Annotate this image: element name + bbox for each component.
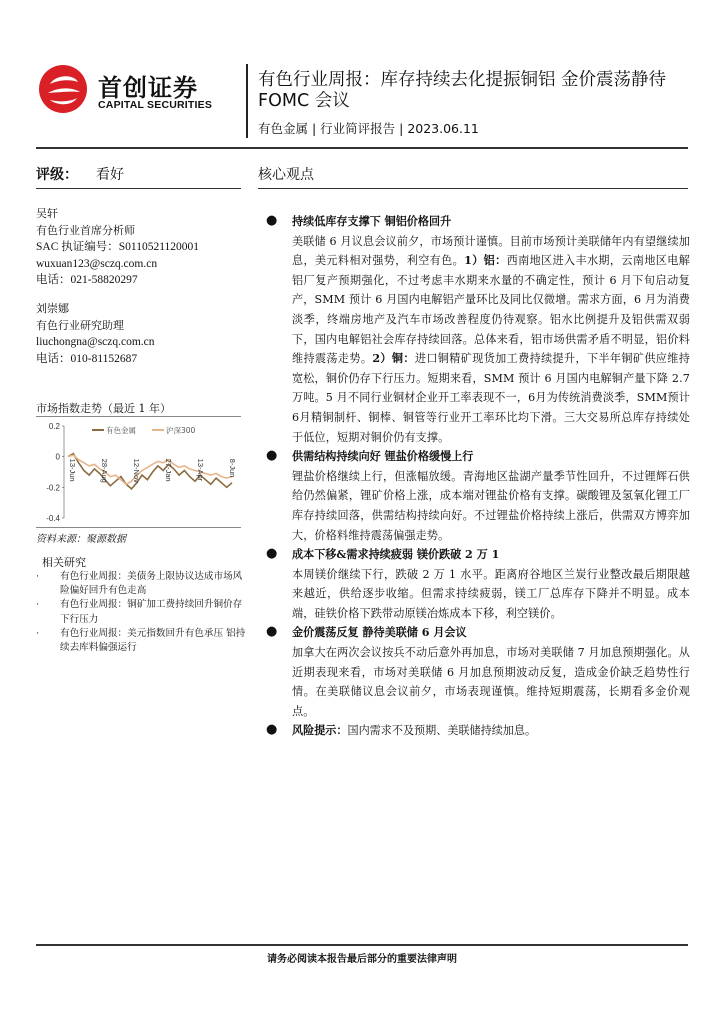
chart-source: 资料来源：聚源数据 <box>36 534 126 545</box>
x-tick-label: 28-Aug <box>100 458 109 483</box>
related-item[interactable]: · 有色行业周报：美债务上限协议达成市场风险偏好回升有色走高 <box>36 571 243 597</box>
bullet-icon: ● <box>266 213 278 228</box>
related-list <box>36 570 246 655</box>
legend-label: 沪深300 <box>166 426 196 435</box>
y-tick-label: 0 <box>55 452 60 462</box>
core-label: 核心观点 <box>258 167 314 183</box>
x-tick-label: 13-Jun <box>68 458 77 482</box>
para-copper-label: 2）铜： <box>372 352 415 366</box>
section-heading <box>266 212 690 232</box>
section-heading <box>266 721 690 741</box>
section-heading-text: 金价震荡反复 静待美联储 6 月会议 <box>292 626 467 640</box>
x-tick-label: 13-Apr <box>196 458 205 482</box>
section-paragraph: 加拿大在两次会议按兵不动后意外再加息，市场对美联储 7 月加息预期强化。从近期表现来看，市场对美联储 6 月加息预期波动反复，造成金价缺乏趋势性行情。在美联储议息会议前夕，市场表现谨慎。维持短期震荡，长期看多金价观点。 <box>292 646 690 718</box>
section-copper-aluminum <box>266 212 690 447</box>
section-heading <box>266 447 690 467</box>
analyst-block-1 <box>36 206 199 289</box>
section-gold <box>266 623 690 721</box>
chart-title: 市场指数走势（最近 1 年） <box>36 402 171 415</box>
left-rule <box>36 188 241 189</box>
section-heading-text: 成本下移&需求持续疲弱 镁价跌破 2 万 1 <box>292 548 500 562</box>
report-subtitle: 有色金属 | 行业简评报告 | 2023.06.11 <box>258 121 479 136</box>
section-heading <box>266 623 690 643</box>
legend-label: 有色金属 <box>106 426 136 435</box>
x-tick-label: 12-Nov <box>132 458 141 483</box>
legal-footer: 请务必阅读本报告最后部分的重要法律声明 <box>267 954 457 965</box>
section-paragraph: 本周镁价继续下行，跌破 2 万 1 水平。距离府谷地区兰炭行业整改最后期限越来越近，供给逐步收缩。但需求持续疲弱，镁工厂总库存下降并不明显。成本端，硅铁价格下跌带动原镁冶炼成本下移，利空镁价。 <box>292 567 690 620</box>
section-lithium <box>266 447 690 545</box>
header-rule <box>36 147 688 149</box>
capital-securities-logo-icon <box>36 62 92 116</box>
analyst-block-2 <box>36 301 155 367</box>
related-item-text: 有色行业周报：美元指数回升有色承压 铝持续去库料偏强运行 <box>60 627 246 654</box>
x-tick-label: 27-Jan <box>164 458 173 482</box>
analyst-role: 有色行业首席分析师 <box>36 223 135 237</box>
section-magnesium <box>266 545 690 623</box>
para-aluminum-label: 1）铝： <box>464 254 507 268</box>
analyst-cert: SAC 执证编号：S0110521120001 <box>36 241 200 254</box>
series-line-nonferrous <box>68 454 232 489</box>
rating-value: 看好 <box>96 167 124 183</box>
section-heading-text: 供需结构持续向好 锂盐价格缓慢上行 <box>292 450 474 464</box>
chart-bottom-rule <box>36 527 241 528</box>
related-item[interactable]: · 有色行业周报：铜矿加工费持续回升铜价存下行压力 <box>36 599 243 625</box>
rating <box>36 164 124 184</box>
analyst-name: 吴轩 <box>36 207 58 220</box>
right-rule <box>258 188 688 189</box>
footer-rule <box>36 944 688 946</box>
bullet-icon: ● <box>266 448 278 464</box>
related-title: 相关研究 <box>42 556 86 569</box>
header-divider <box>246 64 248 138</box>
section-paragraph <box>266 232 690 448</box>
brand-logo <box>36 62 236 116</box>
analyst-name: 刘崇娜 <box>36 302 69 315</box>
para-intro: 美联储 6 月议息会议前夕，市场预计谨慎。目前市场预计美联储年内有望继续加息，美元料相对强势，利空有色。 <box>292 234 690 268</box>
y-tick-label: -0.2 <box>46 483 60 493</box>
related-item[interactable]: · 有色行业周报：美元指数回升有色承压 铝持续去库料偏强运行 <box>36 627 246 654</box>
analyst-phone: 电话：021-58820297 <box>36 274 138 287</box>
section-risk <box>266 721 690 741</box>
report-title: 有色行业周报：库存持续去化提振铜铝 金价震荡静待 FOMC 会议 <box>258 70 667 111</box>
risk-label: 风险提示： <box>292 724 348 738</box>
chart-top-rule <box>36 416 241 417</box>
related-item-text: 有色行业周报：铜矿加工费持续回升铜价存下行压力 <box>60 599 243 625</box>
bullet-icon: ● <box>266 624 278 640</box>
y-tick-label: 0.2 <box>48 422 60 431</box>
analyst-phone: 电话：010-81152687 <box>36 352 138 365</box>
analyst-role: 有色行业研究助理 <box>36 318 124 332</box>
bullet-icon: ● <box>266 546 278 562</box>
para-aluminum: 西南地区进入丰水期，云南地区电解铝厂复产预期强化，不过考虑丰水期来水量的不确定性，预计 6 月下旬启动复产，SMM 预计 6 月国内电解铝产量环比及同比仅微增。需求方面，6 月为消费淡季，终端房地产及汽车市场改善程度仍待观察。铝水比例提升及铝供需双弱下，国内电解铝社会库存持续回落。总体来看，铝市场供需矛盾不明显，铝价料维持震荡走势。 <box>292 254 690 366</box>
core-views-body <box>266 212 690 741</box>
section-paragraph: 锂盐价格继续上行，但涨幅放缓。青海地区盐湖产量季节性回升，不过锂辉石供给仍然偏紧，锂矿价格上涨，成本端对锂盐价格有支撑。碳酸锂及氢氧化锂工厂库存持续回落，供需结构持续向好。不过锂盐价格持续上涨后，供需双方博弈加大，价格料维持震荡偏强走势。 <box>292 469 690 542</box>
analyst-email[interactable]: wuxuan123@sczq.com.cn <box>36 257 158 270</box>
x-tick-label: 8-Jun <box>228 458 237 478</box>
series-line-hs300 <box>68 455 232 484</box>
risk-text: 国内需求不及预期、美联储持续加息。 <box>347 724 537 738</box>
section-heading-text: 持续低库存支撑下 铜铝价格回升 <box>292 215 452 228</box>
rating-label: 评级： <box>36 167 78 183</box>
market-index-chart <box>36 418 241 526</box>
para-copper: 进口铜精矿现货加工费持续提升，下半年铜矿供应维持宽松，铜价仍存下行压力。短期来看，SMM 预计 6 月国内电解铜产量下降 2.7 万吨。5 月不同行业铜材企业开工率表现不一，6月为传统消费淡季，SMM预计6月精铜制杆、铜棒、铜管等行业开工率环比均下滑。三大交易所总库存持续处于低位，短期对铜价仍有支撑。 <box>292 352 690 444</box>
bullet-icon: ● <box>266 722 278 738</box>
brand-name-en: CAPITAL SECURITIES <box>98 99 213 111</box>
analyst-email[interactable]: liuchongna@sczq.com.cn <box>36 336 155 349</box>
y-tick-label: -0.4 <box>46 514 60 523</box>
section-heading <box>266 545 690 565</box>
related-item-text: 有色行业周报：美债务上限协议达成市场风险偏好回升有色走高 <box>60 571 243 597</box>
brand-name-cn: 首创证券 <box>98 74 198 102</box>
